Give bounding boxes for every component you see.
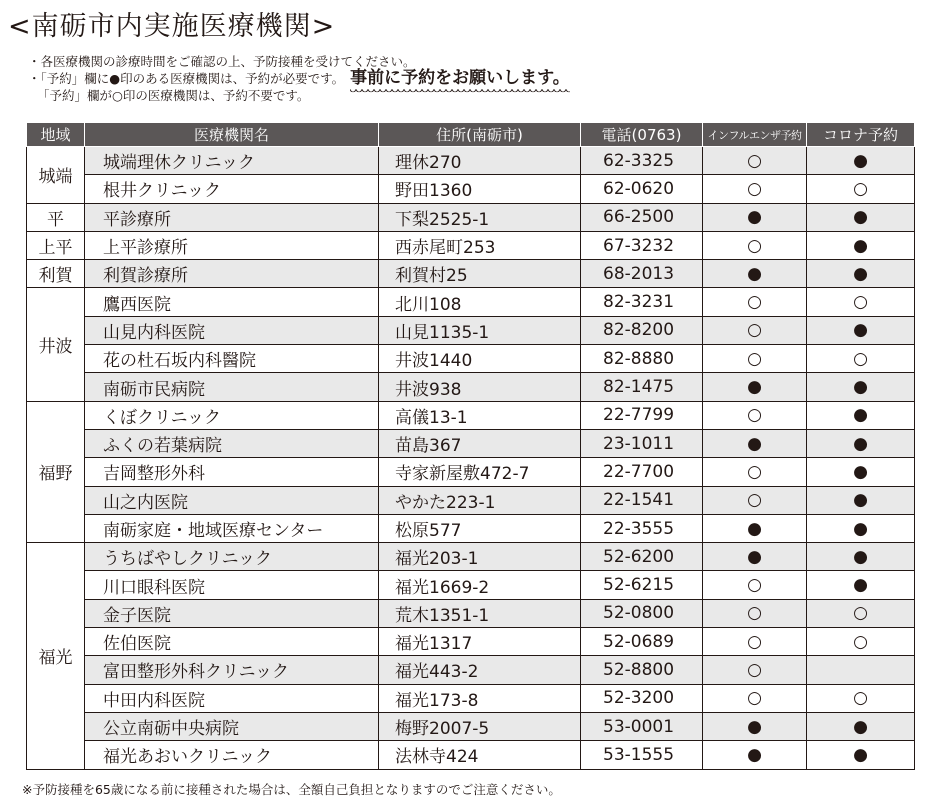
table-row	[27, 429, 915, 457]
facility-tel: 22-1541	[581, 486, 703, 514]
facility-tel: 67-3232	[581, 231, 703, 259]
facility-name: 福光あおいクリニック	[85, 741, 379, 769]
table-header-row	[27, 123, 915, 147]
facility-address: 北川108	[379, 288, 581, 316]
facility-address: 福光443-2	[379, 656, 581, 684]
facility-name: うちばやしクリニック	[85, 543, 379, 571]
facility-tel: 82-3231	[581, 288, 703, 316]
facility-tel: 52-6215	[581, 571, 703, 599]
facility-name: くぼクリニック	[85, 401, 379, 429]
header-flu-reservation: インフルエンザ予約	[703, 123, 807, 147]
facility-name: 南砺家庭・地域医療センター	[85, 514, 379, 542]
table-row	[27, 231, 915, 259]
corona-reservation-mark: ○	[807, 684, 915, 712]
facility-name: 花の杜石坂内科醫院	[85, 345, 379, 373]
table-row	[27, 203, 915, 231]
facility-address: 井波1440	[379, 345, 581, 373]
facility-address: 山見1135-1	[379, 316, 581, 344]
corona-reservation-mark: ●	[807, 486, 915, 514]
facility-address: 松原577	[379, 514, 581, 542]
corona-reservation-mark: ●	[807, 316, 915, 344]
facility-name: 山見内科医院	[85, 316, 379, 344]
facility-name: 南砺市民病院	[85, 373, 379, 401]
note-line-2-text: ・「予約」欄に●印のある医療機関は、予約が必要です。	[28, 71, 345, 86]
flu-reservation-mark: ○	[703, 458, 807, 486]
corona-reservation-mark: ●	[807, 260, 915, 288]
flu-reservation-mark: ●	[703, 712, 807, 740]
facility-name: 中田内科医院	[85, 684, 379, 712]
table-row	[27, 712, 915, 740]
corona-reservation-mark: ●	[807, 458, 915, 486]
note-line-3: 「予約」欄が○印の医療機関は、予約不要です。	[37, 88, 310, 103]
facility-name: 富田整形外科クリニック	[85, 656, 379, 684]
table-row	[27, 401, 915, 429]
table-row	[27, 175, 915, 203]
flu-reservation-mark: ●	[703, 741, 807, 769]
header-corona-reservation: コロナ予約	[807, 123, 915, 147]
corona-reservation-mark: ○	[807, 175, 915, 203]
corona-reservation-mark: ●	[807, 203, 915, 231]
area-cell: 城端	[27, 147, 85, 204]
facility-address: 高儀13-1	[379, 401, 581, 429]
flu-reservation-mark: ○	[703, 231, 807, 259]
flu-reservation-mark: ●	[703, 514, 807, 542]
flu-reservation-mark: ●	[703, 260, 807, 288]
flu-reservation-mark: ●	[703, 373, 807, 401]
flu-reservation-mark: ●	[703, 203, 807, 231]
flu-reservation-mark: ○	[703, 316, 807, 344]
area-cell: 井波	[27, 288, 85, 401]
facility-name: 吉岡整形外科	[85, 458, 379, 486]
flu-reservation-mark: ●	[703, 429, 807, 457]
facility-name: 山之内医院	[85, 486, 379, 514]
facility-address: 西赤尾町253	[379, 231, 581, 259]
facility-address: 福光1317	[379, 628, 581, 656]
header-tel: 電話(0763)	[581, 123, 703, 147]
facility-tel: 82-8200	[581, 316, 703, 344]
flu-reservation-mark: ●	[703, 543, 807, 571]
facility-tel: 22-7700	[581, 458, 703, 486]
corona-reservation-mark: ●	[807, 429, 915, 457]
flu-reservation-mark: ○	[703, 401, 807, 429]
facility-tel: 82-8880	[581, 345, 703, 373]
facility-tel: 22-7799	[581, 401, 703, 429]
corona-reservation-mark: ●	[807, 543, 915, 571]
facility-address: 野田1360	[379, 175, 581, 203]
corona-reservation-mark: ●	[807, 147, 915, 175]
table-row	[27, 656, 915, 684]
facility-address: 苗島367	[379, 429, 581, 457]
note-emphasis: 事前に予約をお願いします。	[350, 68, 570, 88]
facility-address: 寺家新屋敷472-7	[379, 458, 581, 486]
area-cell: 平	[27, 203, 85, 231]
corona-reservation-mark: ○	[807, 345, 915, 373]
corona-reservation-mark: ○	[807, 288, 915, 316]
corona-reservation-mark: ●	[807, 571, 915, 599]
table-row	[27, 458, 915, 486]
facility-name: 上平診療所	[85, 231, 379, 259]
facility-name: 公立南砺中央病院	[85, 712, 379, 740]
table-row	[27, 741, 915, 769]
facility-tel: 53-0001	[581, 712, 703, 740]
facility-tel: 82-1475	[581, 373, 703, 401]
table-row	[27, 373, 915, 401]
facility-name: 利賀診療所	[85, 260, 379, 288]
facility-tel: 66-2500	[581, 203, 703, 231]
area-cell: 福野	[27, 401, 85, 542]
header-address: 住所(南砺市)	[379, 123, 581, 147]
facility-address: やかた223-1	[379, 486, 581, 514]
facility-tel: 52-6200	[581, 543, 703, 571]
flu-reservation-mark: ○	[703, 288, 807, 316]
facility-tel: 23-1011	[581, 429, 703, 457]
table-row	[27, 486, 915, 514]
corona-reservation-mark: ○	[807, 599, 915, 627]
facility-name: 鷹西医院	[85, 288, 379, 316]
flu-reservation-mark: ○	[703, 684, 807, 712]
table-row	[27, 571, 915, 599]
corona-reservation-mark: ●	[807, 401, 915, 429]
facility-tel: 52-0689	[581, 628, 703, 656]
corona-reservation-mark: ●	[807, 373, 915, 401]
note-line-2	[28, 70, 570, 87]
table-row	[27, 288, 915, 316]
table-row	[27, 316, 915, 344]
facility-tel: 62-3325	[581, 147, 703, 175]
flu-reservation-mark: ○	[703, 147, 807, 175]
header-name: 医療機関名	[85, 123, 379, 147]
corona-reservation-mark: ●	[807, 712, 915, 740]
table-row	[27, 599, 915, 627]
facility-address: 梅野2007-5	[379, 712, 581, 740]
table-row	[27, 684, 915, 712]
flu-reservation-mark: ○	[703, 656, 807, 684]
facility-name: 佐伯医院	[85, 628, 379, 656]
facility-tel: 68-2013	[581, 260, 703, 288]
corona-not-applicable-slash	[807, 656, 915, 684]
facility-address: 福光173-8	[379, 684, 581, 712]
flu-reservation-mark: ○	[703, 571, 807, 599]
area-cell: 上平	[27, 231, 85, 259]
facility-address: 福光1669-2	[379, 571, 581, 599]
facility-address: 利賀村25	[379, 260, 581, 288]
header-area: 地域	[27, 123, 85, 147]
table-row	[27, 543, 915, 571]
flu-reservation-mark: ○	[703, 345, 807, 373]
notes	[28, 53, 570, 104]
facility-address: 下梨2525-1	[379, 203, 581, 231]
page-title: <南砺市内実施医療機関>	[8, 11, 336, 42]
area-cell: 福光	[27, 543, 85, 769]
flu-reservation-mark: ○	[703, 175, 807, 203]
facility-tel: 22-3555	[581, 514, 703, 542]
facility-name: 川口眼科医院	[85, 571, 379, 599]
facility-table	[26, 122, 915, 770]
facility-address: 荒木1351-1	[379, 599, 581, 627]
corona-reservation-mark: ●	[807, 231, 915, 259]
flu-reservation-mark: ○	[703, 599, 807, 627]
facility-name: 根井クリニック	[85, 175, 379, 203]
table-row	[27, 260, 915, 288]
facility-address: 井波938	[379, 373, 581, 401]
corona-reservation-mark: ●	[807, 514, 915, 542]
table-row	[27, 345, 915, 373]
corona-reservation-mark: ○	[807, 628, 915, 656]
note-line-1: ・各医療機関の診療時間をご確認の上、予防接種を受けてください。	[28, 54, 416, 69]
area-cell: 利賀	[27, 260, 85, 288]
table-row	[27, 628, 915, 656]
footnote: ※予防接種を65歳になる前に接種された場合は、全額自己負担となりますのでご注意ください。	[22, 782, 561, 797]
facility-name: 城端理休クリニック	[85, 147, 379, 175]
facility-tel: 53-1555	[581, 741, 703, 769]
facility-tel: 52-8800	[581, 656, 703, 684]
facility-name: 平診療所	[85, 203, 379, 231]
table-row	[27, 514, 915, 542]
facility-address: 福光203-1	[379, 543, 581, 571]
corona-reservation-mark: ●	[807, 741, 915, 769]
facility-name: ふくの若葉病院	[85, 429, 379, 457]
flu-reservation-mark: ○	[703, 628, 807, 656]
facility-address: 理休270	[379, 147, 581, 175]
facility-name: 金子医院	[85, 599, 379, 627]
flu-reservation-mark: ○	[703, 486, 807, 514]
facility-tel: 52-0800	[581, 599, 703, 627]
facility-address: 法林寺424	[379, 741, 581, 769]
table-row	[27, 147, 915, 175]
facility-tel: 62-0620	[581, 175, 703, 203]
facility-tel: 52-3200	[581, 684, 703, 712]
